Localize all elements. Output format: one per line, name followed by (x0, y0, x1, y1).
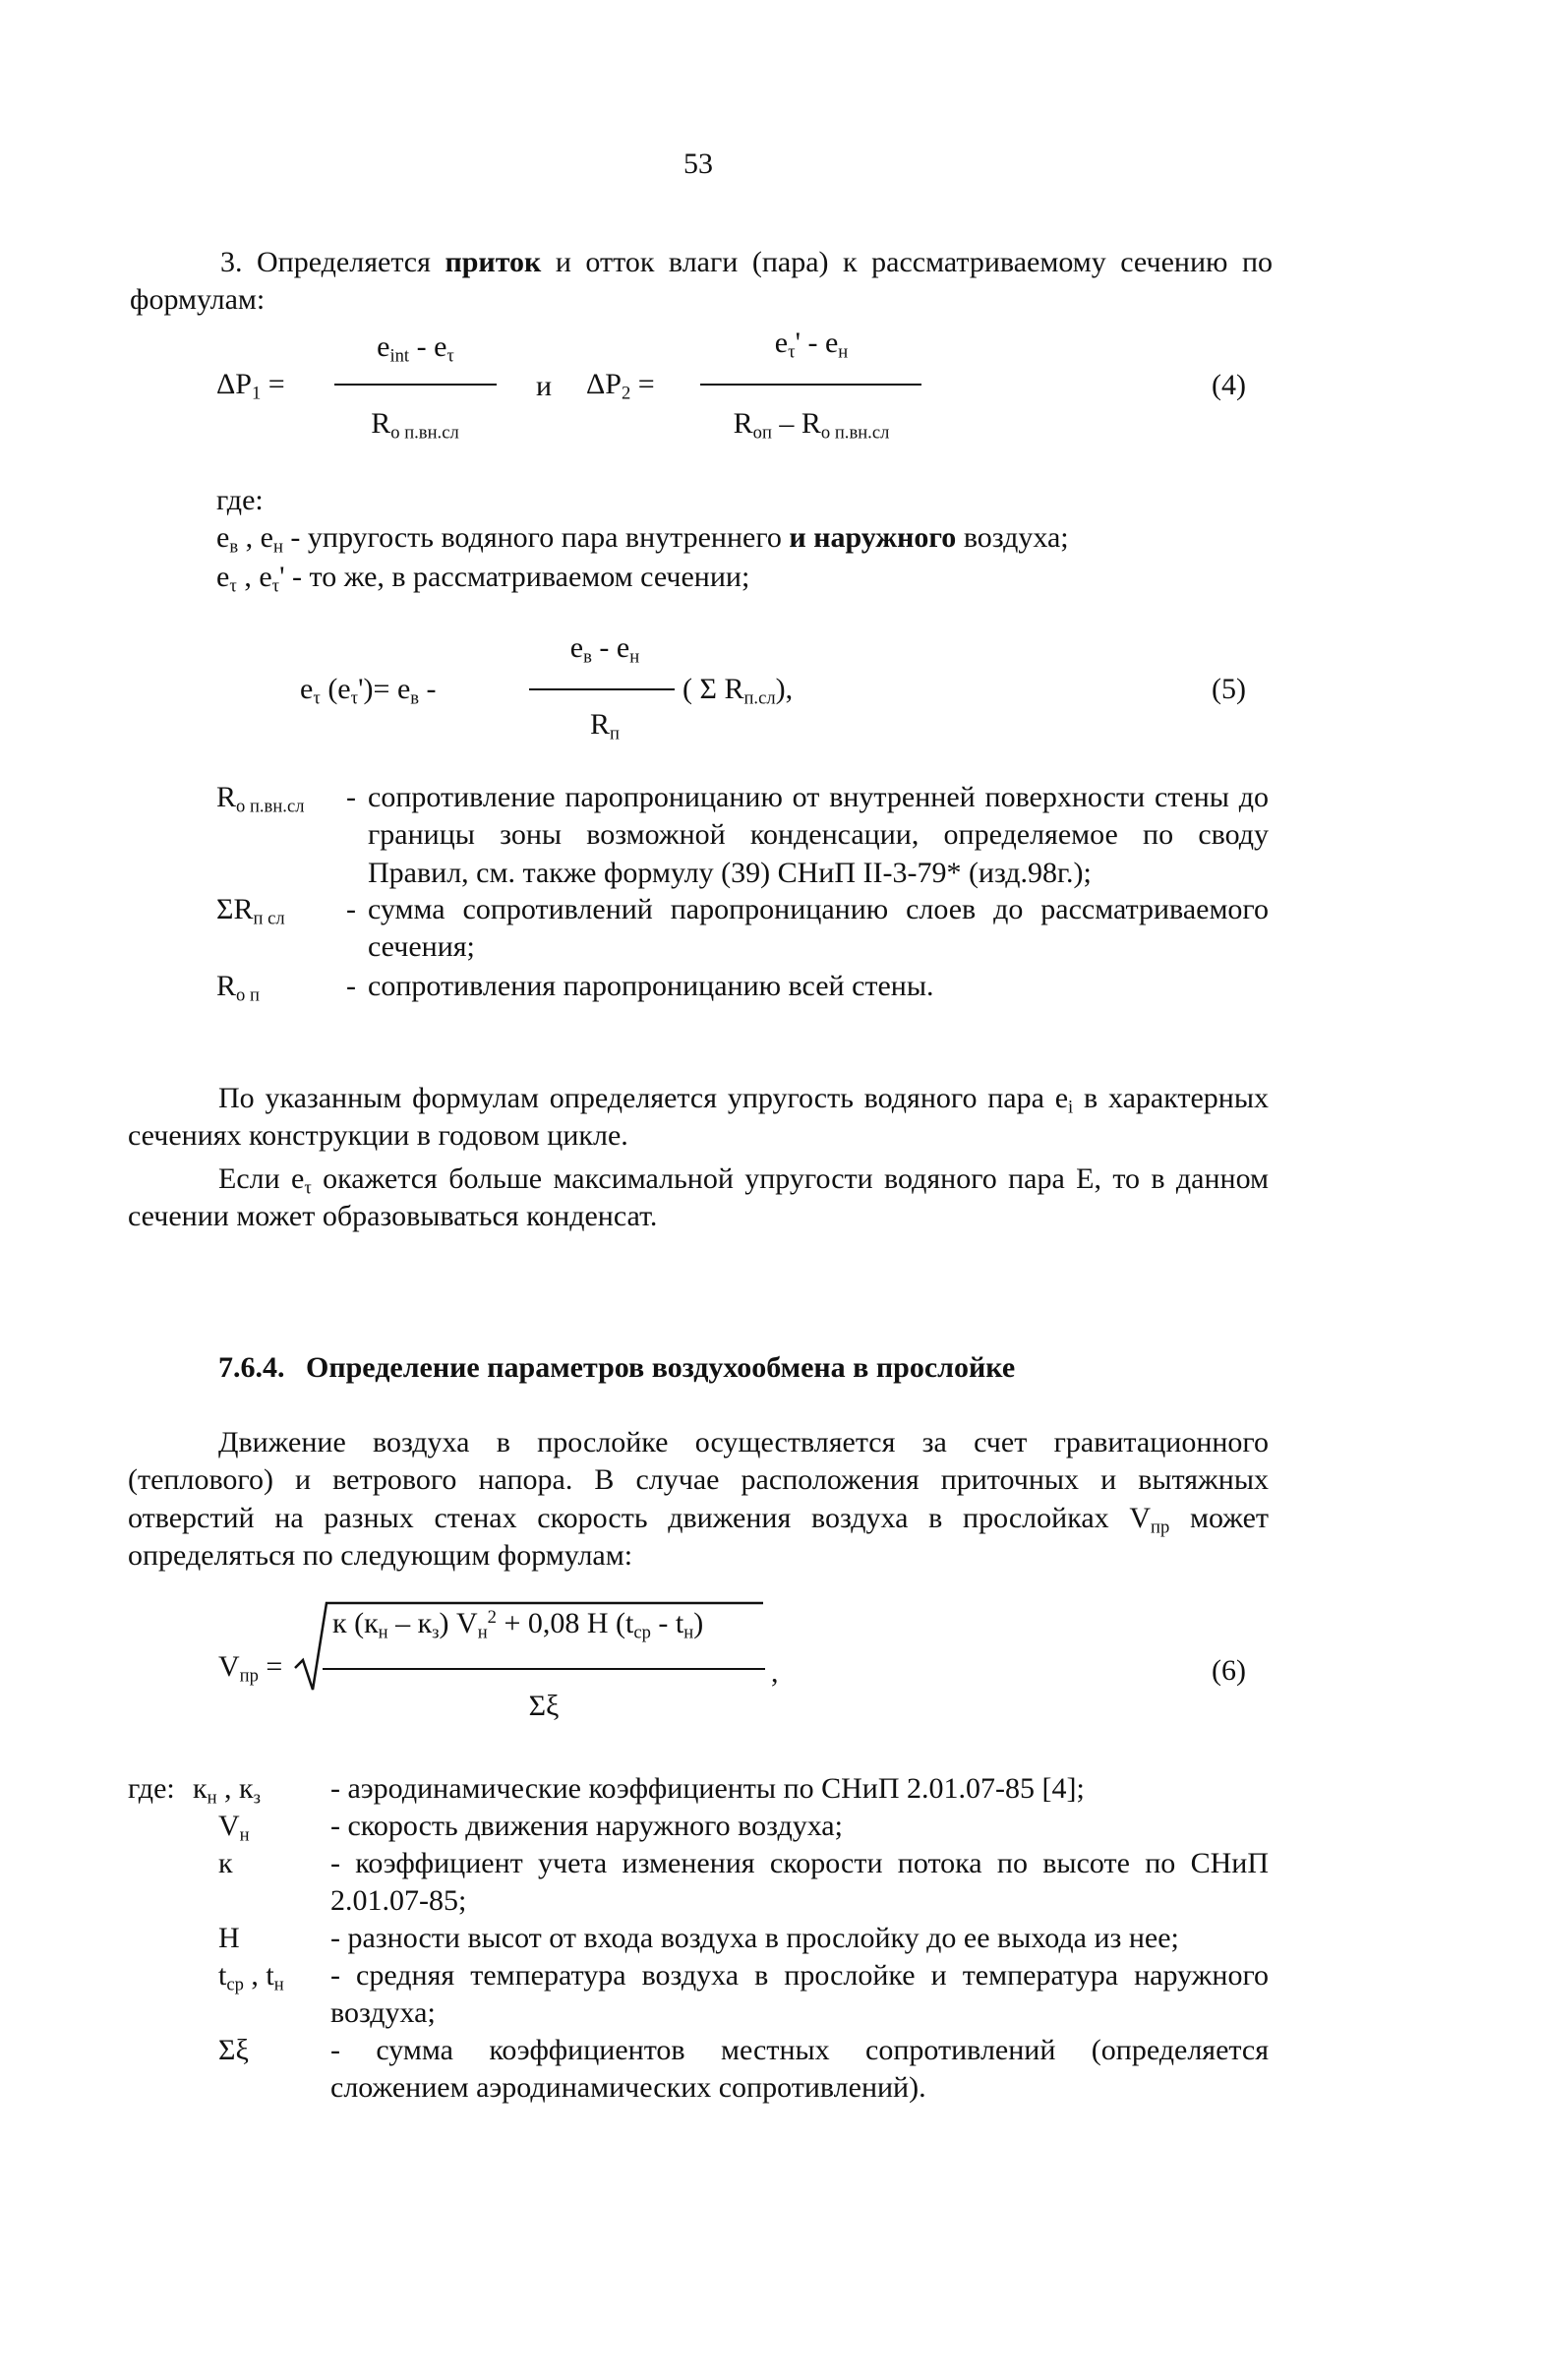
def-r-op (216, 968, 1269, 1007)
def-sum-r (216, 891, 1269, 970)
f5-number: (5) (1212, 673, 1246, 705)
section-title: Определение параметров воздухообмена в прослойке (306, 1351, 1016, 1384)
f4-frac1 (334, 384, 497, 386)
def-symbol: $t_{ср}$ , $t_н$ (218, 1959, 284, 1995)
intro-bold: приток (445, 246, 542, 278)
def-symbol: $\Sigma R_{п сл}$ (216, 893, 285, 929)
f6-den: Σξ (528, 1690, 560, 1722)
def-symbol: $R_{о п.вн.сл}$ (216, 781, 305, 817)
def-text: - аэродинамические коэффициенты по СНиП 2.01.07-85 [4]; (330, 1772, 1085, 1805)
item-number: 3. (220, 246, 243, 278)
f6-lhs: $V_{пр}$ = (218, 1650, 283, 1687)
def-k (128, 1845, 1269, 1924)
def-symbol: H (218, 1922, 240, 1954)
def-text: - коэффициент учета изменения скорости потока по высоте по СНиП 2.01.07-85; (330, 1847, 1269, 1918)
def-text: сумма сопротивлений паропроницанию слоев до рассматриваемого сечения; (368, 893, 1269, 964)
def-symbol: $к_н$ , $к_з$ (193, 1772, 261, 1809)
f4-lhs1: $\Delta P_1$ = (216, 368, 285, 404)
def-t (128, 1957, 1269, 2036)
def-text: сопротивления паропроницанию всей стены. (368, 970, 934, 1002)
f4-conj: и (536, 370, 553, 402)
f4-lhs2: $\Delta P_2$ = (586, 368, 655, 404)
intro-lead: Определяется (257, 246, 431, 278)
f4-num1: $e_{int} - e_\tau$ (377, 330, 454, 367)
f4-num2: $e_\tau' - e_н$ (774, 327, 849, 363)
paragraph-2: Если $e_\tau$ окажется больше максимальной упругости водяного пара E, то в данном сечении может образовываться конденсат. (128, 1162, 1269, 1233)
intro-rest: и отток влаги (пара) к рассматриваемому сечению по формулам: (130, 246, 1273, 317)
where-label-1: где: (216, 484, 264, 516)
f5-den: $R_п$ (590, 708, 620, 744)
def-symbol: $V_н$ (218, 1810, 250, 1846)
intro-paragraph (130, 244, 1273, 320)
def-symbol: к (218, 1847, 233, 1879)
page-number: 53 (683, 148, 713, 180)
def-dash: - (346, 893, 356, 925)
f5-tail: ( Σ $R_{п.сл}$), (682, 673, 794, 709)
def-v-n (128, 1808, 1269, 1847)
section-heading (218, 1349, 1015, 1387)
f6-comma: , (771, 1656, 779, 1689)
def-text: - средняя температура воздуха в прослойке и температура наружного воздуха; (330, 1959, 1269, 2030)
def-sum-xi (128, 2032, 1269, 2111)
f6-frac (323, 1668, 765, 1670)
def-dash: - (346, 970, 356, 1002)
def-r-o-vn (216, 779, 1269, 897)
def-symbol: Σξ (218, 2034, 249, 2066)
f4-frac2 (700, 384, 921, 386)
paragraph-3: Движение воздуха в прослойке осуществляется за счет гравитационного (теплового) и ветрового напора. В случае расположения приточных и вытяжных отверстий на разных стенах скорость движения воздуха в прослойках $V_{пр}$ может определяться по следующим формулам: (128, 1426, 1270, 1573)
def-text: сопротивление паропроницанию от внутренней поверхности стены до границы зоны возможной конденсации, определяемое по своду Правил, см. также формулу (39) СНиП II-3-79* (изд.98г.); (368, 781, 1269, 889)
f5-num: $e_в - e_н$ (569, 631, 640, 668)
def-text: - разности высот от входа воздуха в прослойку до ее выхода из нее; (330, 1922, 1179, 1954)
f6-number: (6) (1212, 1654, 1246, 1687)
f6-num: к $(к_н - к_з) V_н^2 + 0,08$ H $(t_{ср} - t_н)$ (332, 1606, 704, 1643)
def-symbol: $R_{о п}$ (216, 970, 260, 1006)
def-dash: - (346, 781, 356, 813)
f4-number: (4) (1212, 369, 1246, 401)
def-e-tau: $e_\tau$ , $e_\tau'$ - то же, в рассматриваемом сечении; (216, 561, 750, 597)
def-text: - сумма коэффициентов местных сопротивлений (определяется сложением аэродинамических сопротивлений). (330, 2034, 1269, 2105)
paragraph-1: По указанным формулам определяется упругость водяного пара $e_i$ в характерных сечениях конструкции в годовом цикле. (128, 1082, 1270, 1153)
f4-den2: $R_{оп} - R_{о п.вн.сл}$ (733, 407, 890, 444)
f5-lhs: $e_\tau$ $(e_\tau')= e_в$ - (300, 673, 437, 709)
def-k-n-k-z (128, 1770, 1269, 1810)
def-h (128, 1920, 1269, 1959)
f4-den1: $R_{о п.вн.сл}$ (371, 407, 459, 444)
def-e-vn: $e_в$ , $e_н$ - упругость водяного пара внутреннего и наружного воздуха; (216, 521, 1069, 558)
def-text: - скорость движения наружного воздуха; (330, 1810, 843, 1842)
f5-frac (529, 688, 675, 690)
section-number: 7.6.4. (218, 1351, 285, 1384)
where-label-2: где: (128, 1772, 175, 1805)
